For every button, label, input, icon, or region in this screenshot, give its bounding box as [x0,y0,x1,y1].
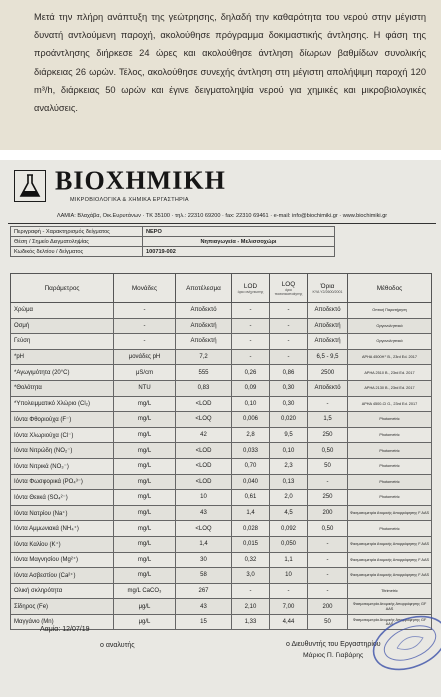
result-cell: 42 [176,427,232,443]
sample-info-row [11,237,335,247]
param-cell: *Αγωγιμότητα (20°C) [11,365,114,381]
limit-cell: 0,50 [308,521,348,537]
param-cell: *pH [11,349,114,365]
loq-cell: - [270,318,308,334]
units-cell: - [114,318,176,334]
result-cell: <LOQ [176,521,232,537]
units-cell: mg/L [114,521,176,537]
param-cell: *Θολότητα [11,380,114,396]
method-cell: Titrimetric [348,583,432,599]
units-cell: mg/L [114,412,176,428]
method-cell: Photometric [348,412,432,428]
method-cell: APHA 4500-Cl G., 23rd Ed. 2017 [348,396,432,412]
table-row [11,536,432,552]
units-cell: mg/L [114,474,176,490]
loq-cell: 9,5 [270,427,308,443]
table-row [11,583,432,599]
loq-cell: 7,00 [270,599,308,615]
loq-cell: - [270,303,308,319]
method-cell: Φασματομετρία Ατομικής Απορρόφησης F AAS [348,505,432,521]
limit-cell: Αποδεκτή [308,318,348,334]
section-gap [0,150,441,160]
method-cell: Photometric [348,521,432,537]
method-cell: Photometric [348,427,432,443]
param-cell: Ιόντα Καλίου (K⁺) [11,536,114,552]
method-cell: Οργανοληπτικά [348,334,432,350]
param-cell: Ιόντα Χλωριούχα (Cl⁻) [11,427,114,443]
method-cell: Photometric [348,458,432,474]
result-cell: Αποδεκτή [176,318,232,334]
brand-subtitle: ΜΙΚΡΟΒΙΟΛΟΓΙΚΑ & ΧΗΜΙΚΑ ΕΡΓΑΣΤΗΡΙΑ [70,197,189,203]
limit-cell: 50 [308,614,348,630]
units-cell: μονάδες pH [114,349,176,365]
lod-cell: - [232,583,270,599]
header-divider [8,223,436,224]
units-cell: mg/L [114,505,176,521]
director-title: ο Διευθυντής του Εργαστηρίου [286,641,381,648]
param-cell: Ιόντα Θειικά (SO₄²⁻) [11,490,114,506]
lod-cell: 0,10 [232,396,270,412]
param-cell: Ιόντα Νιτρώδη (NO₂⁻) [11,443,114,459]
lod-cell: 0,028 [232,521,270,537]
col-header-limit [308,274,348,303]
loq-cell: 2,3 [270,458,308,474]
limit-cell: Αποδεκτό [308,380,348,396]
limit-cell: - [308,568,348,584]
table-row [11,334,432,350]
lod-cell: - [232,318,270,334]
method-cell: APHA 2510 B., 23rd Ed. 2017 [348,365,432,381]
table-row [11,318,432,334]
result-cell: 267 [176,583,232,599]
lod-cell: 2,8 [232,427,270,443]
loq-cell: 0,30 [270,396,308,412]
table-row [11,552,432,568]
units-cell: mg/L [114,490,176,506]
result-cell: <LOQ [176,412,232,428]
lod-cell: 0,015 [232,536,270,552]
lod-cell: 0,70 [232,458,270,474]
units-cell: mg/L [114,536,176,552]
units-cell: mg/L [114,443,176,459]
col-header-lod [232,274,270,303]
limit-cell: 250 [308,490,348,506]
method-cell: APHA 2130 B., 23rd Ed. 2017 [348,380,432,396]
loq-cell: 0,092 [270,521,308,537]
param-cell: Ιόντα Νιτρικά (NO₃⁻) [11,458,114,474]
result-cell: <LOD [176,474,232,490]
sample-info-label: Θέση / Σημείο Δειγματοληψίας [11,237,143,247]
results-body [11,303,432,630]
loq-cell: 0,050 [270,536,308,552]
limit-cell: 250 [308,427,348,443]
limit-cell: - [308,536,348,552]
lod-cell: 3,0 [232,568,270,584]
limit-subtitle: ΚΥΑ Υ2/2600/2001 [312,289,343,294]
col-header-method: Μέθοδος [348,274,432,303]
loq-cell: 4,5 [270,505,308,521]
param-cell: Οσμή [11,318,114,334]
result-cell: <LOD [176,458,232,474]
loq-cell: 0,30 [270,380,308,396]
limit-cell: Αποδεκτό [308,303,348,319]
units-cell: mg/L [114,568,176,584]
method-cell: Φασματομετρία Ατομικής Απορρόφησης F AAS [348,552,432,568]
result-cell: 15 [176,614,232,630]
method-cell: Photometric [348,474,432,490]
result-cell: 43 [176,599,232,615]
limit-cell: - [308,583,348,599]
method-cell: Φασματομετρία Ατομικής Απορρόφησης F AAS [348,568,432,584]
col-header-result: Αποτέλεσμα [176,274,232,303]
limit-cell: 200 [308,599,348,615]
method-cell: Photometric [348,443,432,459]
lab-report-document [0,160,441,697]
param-cell: Σίδηρος (Fe) [11,599,114,615]
units-cell: mg/L [114,458,176,474]
units-cell: mg/L [114,396,176,412]
sample-info-row [11,247,335,257]
sample-info-label: Κωδικός δελτίου / δείγματος [11,247,143,257]
results-table [10,273,432,630]
loq-cell: 0,10 [270,443,308,459]
table-row [11,303,432,319]
table-row [11,474,432,490]
table-row [11,443,432,459]
limit-cell: - [308,396,348,412]
loq-subtitle: όριο ποσοτικοποίησης [274,287,303,296]
result-cell: 43 [176,505,232,521]
lod-cell: - [232,334,270,350]
limit-cell: 50 [308,458,348,474]
director-name: Μάριος Π. Γιαβάρης [303,652,364,659]
param-cell: Ιόντα Μαγνησίου (Mg²⁺) [11,552,114,568]
intro-text-section [0,0,441,150]
units-cell: mg/L [114,427,176,443]
loq-cell: 10 [270,568,308,584]
param-cell: *Υπολειμματικό Χλώριο (Cl₂) [11,396,114,412]
lod-cell: - [232,349,270,365]
lab-stamp [366,610,441,676]
loq-cell: 0,86 [270,365,308,381]
result-cell: <LOD [176,443,232,459]
lod-subtitle: όριο ανίχνευσης [237,289,264,294]
lod-title: LOD [243,282,258,290]
limit-title: Όρια [320,282,335,290]
units-cell: mg/L [114,552,176,568]
loq-cell: 0,020 [270,412,308,428]
lod-cell: 0,040 [232,474,270,490]
method-cell: Οργανοληπτικά [348,318,432,334]
param-cell: Μαγγάνιο (Mn) [11,614,114,630]
result-cell: <LOD [176,396,232,412]
limit-cell: 0,50 [308,443,348,459]
param-cell: Γεύση [11,334,114,350]
param-cell: Ιόντα Ασβεστίου (Ca²⁺) [11,568,114,584]
analyst-label: ο αναλυτής [100,642,135,649]
units-cell: μS/cm [114,365,176,381]
method-cell: APHA 4500H⁺ B., 23rd Ed. 2017 [348,349,432,365]
method-cell: Φασματομετρία Ατομικής Απορρόφησης GF AAS [348,599,432,615]
limit-cell: 1,5 [308,412,348,428]
method-cell: Οπτική Παρατήρηση [348,303,432,319]
lab-address: ΛΑΜΙΑ: Βλαχάβα, Οικ.Ευρυτάνων · ΤΚ 35100 · τηλ.: 22310 69200 · fax: 22310 69461 · e-mail: info@biochimiki.gr · www.biochimiki.gr [56,213,388,219]
limit-cell: Αποδεκτή [308,334,348,350]
table-row [11,412,432,428]
result-cell: 7,2 [176,349,232,365]
lod-cell: 0,09 [232,380,270,396]
lod-cell: 0,006 [232,412,270,428]
units-cell: NTU [114,380,176,396]
method-cell: Photometric [348,490,432,506]
lod-cell: 0,033 [232,443,270,459]
sample-info-value: 100719-002 [143,247,335,257]
loq-cell: 2,0 [270,490,308,506]
table-row [11,365,432,381]
loq-cell: - [270,349,308,365]
table-row [11,521,432,537]
units-cell: μg/L [114,599,176,615]
sample-info-value: Νηπιαγωγεία - Μελισσοχώρι [143,237,335,247]
table-row [11,505,432,521]
result-cell: 30 [176,552,232,568]
param-cell: Ιόντα Αμμωνιακά (NH₄⁺) [11,521,114,537]
sample-info-label: Περιγραφή - Χαρακτηρισμός δείγματος [11,227,143,237]
loq-cell: 1,1 [270,552,308,568]
limit-cell: 6,5 - 9,5 [308,349,348,365]
method-cell: Φασματομετρία Ατομικής Απορρόφησης F AAS [348,536,432,552]
limit-cell: 200 [308,505,348,521]
flask-logo-icon [14,170,46,202]
lod-cell: 0,32 [232,552,270,568]
limit-cell: 2500 [308,365,348,381]
param-cell: Ολική σκληρότητα [11,583,114,599]
param-cell: Ιόντα Φθοριούχα (F⁻) [11,412,114,428]
sample-info-value: ΝΕΡΟ [143,227,335,237]
lod-cell: 2,10 [232,599,270,615]
table-row [11,490,432,506]
sample-info-row [11,227,335,237]
result-cell: 10 [176,490,232,506]
col-header-loq [270,274,308,303]
lod-cell: - [232,303,270,319]
param-cell: Χρώμα [11,303,114,319]
table-row [11,349,432,365]
lod-cell: 1,33 [232,614,270,630]
result-cell: 555 [176,365,232,381]
limit-cell: - [308,474,348,490]
result-cell: 1,4 [176,536,232,552]
result-cell: 58 [176,568,232,584]
lod-cell: 0,61 [232,490,270,506]
units-cell: - [114,303,176,319]
table-row [11,568,432,584]
sample-info-table [10,226,335,257]
limit-cell: - [308,552,348,568]
result-cell: 0,83 [176,380,232,396]
units-cell: mg/L CaCO₃ [114,583,176,599]
table-row [11,458,432,474]
result-cell: Αποδεκτή [176,334,232,350]
table-row [11,427,432,443]
loq-title: LOQ [281,280,296,288]
param-cell: Ιόντα Νατρίου (Na⁺) [11,505,114,521]
table-row [11,380,432,396]
intro-paragraph: Μετά την πλήρη ανάπτυξη της γεώτρησης, δηλαδή την καθαρότητα του νερού στην μέγιστη δυνατή αντλούμενη παροχή, ακολούθησε πρόγραμμα δοκιμαστικής άντλησης. Η φάση της προάντλησης διήρκεσε 24 ώρες και ακολούθησε άντληση δίωρων βαθμίδων συνολικής διάρκειας 26 ωρών. Τέλος, ακολούθησε συνεχής άντληση στη μέγιστη απολήψιμη παροχή 120 m³/h, διάρκειας 50 ωρών και έγινε δειγματοληψία νερού για χημικές και μικροβιολογικές αναλύσεις. [34,12,426,114]
units-cell: - [114,334,176,350]
lod-cell: 0,26 [232,365,270,381]
loq-cell: - [270,334,308,350]
report-date: Λαμία: 12/07/19 [40,626,90,633]
results-header-row [11,274,432,303]
param-cell: Ιόντα Φωσφορικά (PO₄³⁻) [11,474,114,490]
loq-cell: 4,44 [270,614,308,630]
method-cell: Φασματομετρία Ατομικής Απορρόφησης GF AAS [348,614,432,630]
lod-cell: 1,4 [232,505,270,521]
table-row [11,396,432,412]
col-header-parameter: Παράμετρος [11,274,114,303]
result-cell: Αποδεκτό [176,303,232,319]
brand-name: ΒΙΟΧΗΜΙΚΗ [55,166,226,195]
loq-cell: 0,13 [270,474,308,490]
loq-cell: - [270,583,308,599]
units-cell: μg/L [114,614,176,630]
col-header-units: Μονάδες [114,274,176,303]
